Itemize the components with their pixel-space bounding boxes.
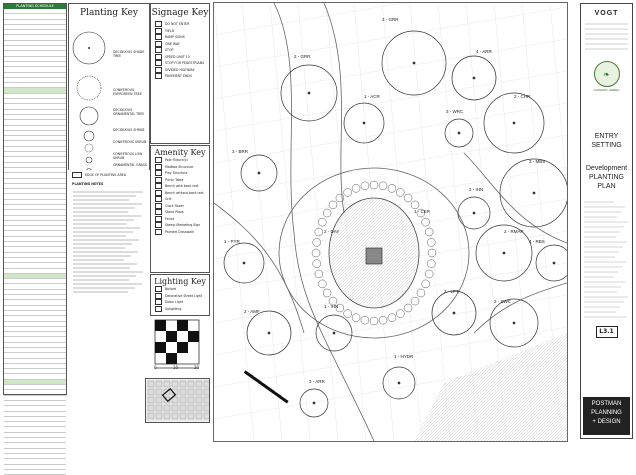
shrub: [344, 310, 352, 318]
legend-symbol: [155, 216, 162, 222]
tree-label: 1 - CER: [414, 209, 431, 214]
firm-name-2: PLANNING: [591, 410, 622, 416]
tree-trunk: [313, 402, 315, 404]
legend-symbol: [155, 67, 162, 73]
legend-label: Decorative Street Light: [165, 293, 203, 298]
shrub: [425, 270, 433, 278]
tree-trunk: [473, 212, 475, 214]
shrub: [323, 209, 331, 217]
shrub: [404, 194, 412, 202]
shrub: [361, 182, 369, 190]
legend-symbol: [155, 183, 162, 189]
plan-title-2: PLANTING: [588, 174, 624, 181]
legend-label: YIELD: [165, 28, 175, 33]
shrub: [323, 289, 331, 297]
site-plan-drawing: [213, 2, 568, 442]
tree-trunk: [268, 332, 270, 334]
planting-notes-title: PLANTING NOTES: [72, 182, 104, 186]
tree-trunk: [553, 262, 555, 264]
shrub: [427, 238, 435, 246]
legend-symbol: [155, 190, 162, 196]
signage-key-list: [151, 21, 209, 80]
tree-label: 3 - BRR: [232, 149, 249, 154]
legend-label: Pole Fixture(s): [165, 158, 188, 162]
legend-label: Down Light: [165, 300, 183, 304]
legend-label: STOP: [165, 48, 174, 52]
legend-label: Stone Plaza: [165, 210, 184, 214]
firm-name-1: POSTMAN: [591, 401, 622, 407]
legend-label: STOP FOR PEDESTRIANS: [165, 61, 205, 65]
shrub: [352, 184, 360, 192]
legend-item: [151, 73, 209, 80]
scale-graphic: [145, 316, 210, 376]
legend-symbol: [155, 222, 162, 228]
legend-item: [151, 229, 209, 236]
shrub: [370, 317, 378, 325]
company-name: VOGT: [594, 10, 619, 17]
logo-glyph: ❧: [603, 69, 610, 79]
tree-label: 3 - MBS: [529, 159, 546, 164]
revision-table: [581, 199, 632, 319]
legend-label: Play Structure: [165, 171, 188, 175]
plant-schedule-title: PLANTING SCHEDULE: [4, 4, 66, 9]
legend-item: [151, 306, 209, 313]
legend-label: Grill: [165, 197, 172, 201]
tree-trunk: [473, 77, 475, 79]
legend-symbol: [155, 170, 162, 176]
legend-label: Mailbox Structure: [165, 164, 194, 169]
tree-trunk: [258, 172, 260, 174]
tree-label: 4 - ARR: [476, 49, 492, 54]
road-edge: [324, 3, 344, 213]
planting-notes: [68, 170, 150, 310]
title-block-info-lines: [581, 21, 632, 55]
tree-label: 1 - HYDR: [394, 354, 414, 359]
legend-symbol: [155, 306, 162, 312]
tree-trunk: [513, 122, 515, 124]
logo-text: GATEWAY GREEN: [593, 88, 620, 92]
legend-label: SPEED LIMIT 15: [165, 54, 190, 59]
tree-label: 2 - IHN: [469, 187, 484, 192]
legend-symbol: [155, 293, 162, 299]
shrub: [417, 289, 425, 297]
legend-label: Uplighting: [165, 306, 182, 311]
shrub: [352, 314, 360, 322]
legend-label: Fence: [165, 216, 175, 221]
tree-label: 2 - CHR: [514, 94, 531, 99]
planting-key-item: CONIFEROUS EVERGREEN TREE: [113, 88, 142, 97]
tree-label: 1 - ACR: [364, 94, 380, 99]
legend-label: RAMP SIGNS: [165, 35, 185, 39]
legend-label: Clock Tower: [165, 203, 184, 208]
tree-trunk: [458, 132, 460, 134]
tree-label: 2 - LPT: [444, 289, 459, 294]
legend-label: DIVIDED HIGHWAY: [165, 67, 195, 72]
site-plan-svg: [214, 3, 567, 441]
vicinity-map-drawing: [146, 379, 209, 422]
planting-key-title: Planting Key: [80, 8, 138, 18]
tree-label: 4 - RBS: [529, 239, 545, 244]
plant-schedule-table: [3, 3, 67, 395]
legend-symbol: [155, 299, 162, 305]
tree-label: 3 - WRC: [446, 109, 464, 114]
legend-symbol: [155, 229, 162, 235]
tree-label: 3 - GRR: [382, 17, 399, 22]
tree-label: 2 - AMF: [244, 309, 260, 314]
shrub: [313, 238, 321, 246]
planting-key-item: CONIFEROUS SHRUB: [113, 140, 147, 144]
tree-trunk: [413, 62, 415, 64]
tree-trunk: [398, 382, 400, 384]
legend-label: PAVEMENT ENDS: [165, 74, 192, 78]
scale-label-10: 10: [173, 365, 179, 370]
planting-key-labels: [113, 40, 149, 174]
tree-canopy: [536, 245, 567, 281]
firm-name-3: + DESIGN: [592, 419, 621, 425]
shrub: [396, 310, 404, 318]
tree-trunk: [243, 262, 245, 264]
shrub: [379, 182, 387, 190]
tree-label: 2 - SWC: [494, 299, 512, 304]
legend-symbol: [155, 73, 162, 79]
amenity-key-title: Amenity Key: [154, 148, 206, 157]
legend-symbol: [155, 164, 162, 170]
legend-symbol: [155, 196, 162, 202]
bed-legend: [72, 172, 146, 178]
legend-symbol: [155, 286, 162, 292]
tree-trunk: [453, 312, 455, 314]
tree-label: 2 - RMAP: [504, 229, 524, 234]
shrub: [388, 184, 396, 192]
bed-label: EDGE OF PLANTING AREA: [85, 172, 127, 177]
shrub: [388, 314, 396, 322]
shrub: [411, 201, 419, 209]
legend-label: Bench with back rest: [165, 184, 199, 188]
shrub: [329, 201, 337, 209]
lighting-key-list: [151, 286, 209, 312]
legend-symbol: [155, 34, 162, 40]
legend-label: DO NOT ENTER: [165, 22, 190, 26]
tree-label: 2 - GRR: [294, 54, 311, 59]
legend-label: Bollard: [165, 287, 177, 291]
legend-symbol: [155, 28, 162, 34]
legend-symbol: [155, 157, 162, 163]
legend-symbol: [155, 209, 162, 215]
bed-swatch: [72, 172, 82, 178]
legend-label: ONE WAY: [165, 41, 180, 46]
gateway-green-logo: [594, 61, 620, 87]
signage-key-title: Signage Key: [151, 8, 209, 18]
shrub: [312, 249, 320, 257]
tree-trunk: [513, 322, 515, 324]
shrub: [318, 280, 326, 288]
scale-label-0: 0: [154, 365, 157, 370]
shrub: [313, 260, 321, 268]
tree-label: 1 - IHN: [324, 304, 339, 309]
shrub: [361, 316, 369, 324]
amenity-key: [150, 145, 210, 273]
legend-label: Stamp Marketing Sign: [165, 223, 201, 227]
plan-title-3: PLAN: [597, 183, 616, 190]
lighting-key: [150, 274, 210, 316]
legend-label: Bench without back rest: [165, 190, 204, 195]
title-block: [580, 3, 633, 439]
planting-notes-text: [71, 188, 149, 298]
legend-item: [151, 190, 209, 197]
firm-logo: [583, 397, 630, 435]
shrub: [425, 228, 433, 236]
shrub: [370, 181, 378, 189]
tree-trunk: [363, 122, 365, 124]
legend-symbol: [155, 54, 162, 60]
sheet-number: L3.1: [596, 326, 618, 338]
legend-symbol: [155, 177, 162, 183]
planting-key-item: DECIDUOUS SHADE TREE: [113, 50, 145, 59]
shrub: [344, 188, 352, 196]
planting-key-item: DECIDUOUS ORNAMENTAL TREE: [113, 108, 145, 117]
legend-symbol: [155, 203, 162, 209]
plan-title-1: Development: [585, 165, 628, 172]
tree-label: 2 - DAY: [324, 229, 340, 234]
amenity-key-list: [151, 157, 209, 235]
shrub: [404, 304, 412, 312]
signage-key: [150, 3, 210, 144]
crosswalk-bar: [279, 395, 289, 403]
shrub: [422, 218, 430, 226]
shrub: [315, 270, 323, 278]
scale-label-20: 20: [194, 365, 200, 370]
legend-symbol: [155, 60, 162, 66]
plant-schedule-rows: [4, 9, 66, 475]
tree-trunk: [503, 252, 505, 254]
lighting-key-title: Lighting Key: [154, 277, 206, 286]
planting-key-item: CONIFEROUS LOW SHRUB: [113, 152, 143, 161]
schedule-row: [4, 470, 66, 475]
tree-label: 3 - ARR: [309, 379, 325, 384]
legend-symbol: [155, 47, 162, 53]
shrub: [318, 218, 326, 226]
legend-label: Painted Crosswalk: [165, 229, 194, 234]
tree-trunk: [533, 192, 535, 194]
planting-key-item: DECIDUOUS SHRUB: [113, 128, 145, 132]
legend-symbol: [155, 21, 162, 27]
tree-label: 1 - PYR: [224, 239, 240, 244]
sheet-title-2: SETTING: [591, 142, 622, 149]
vicinity-map: [145, 378, 210, 423]
shrub: [411, 297, 419, 305]
shrub: [428, 249, 436, 257]
tree-trunk: [308, 92, 310, 94]
road-edge: [474, 283, 567, 333]
legend-label: Picnic Table: [165, 177, 184, 182]
planting-key-item: ORNAMENTAL GRASS: [113, 163, 147, 167]
shrub: [422, 280, 430, 288]
sheet-title-1: ENTRY: [594, 133, 619, 140]
tree-trunk: [333, 332, 335, 334]
center-feature: [366, 248, 382, 264]
legend-symbol: [155, 41, 162, 47]
shrub: [427, 260, 435, 268]
shrub: [336, 194, 344, 202]
